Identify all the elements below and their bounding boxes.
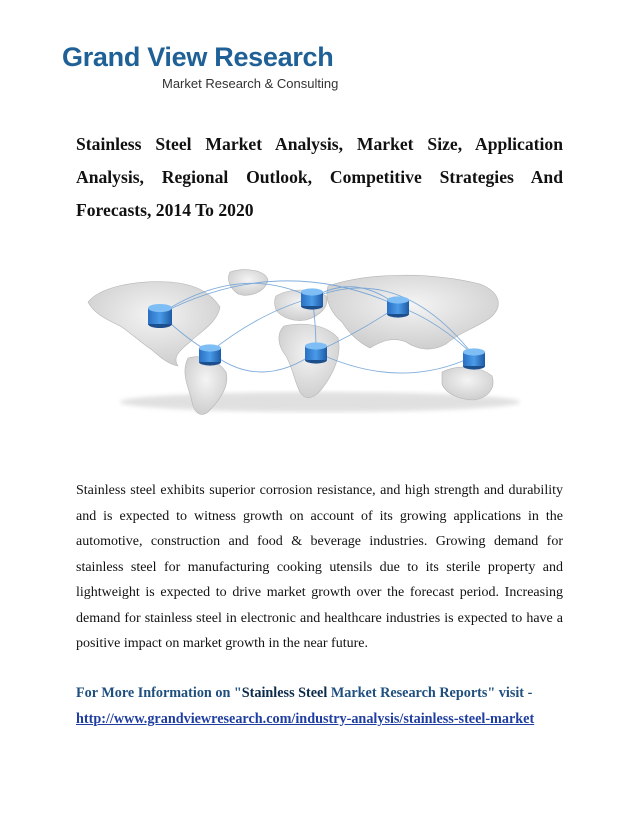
database-node-north-america bbox=[148, 304, 172, 328]
brand-tagline: Market Research & Consulting bbox=[162, 76, 339, 91]
brand-name: Grand View Research bbox=[62, 42, 334, 72]
world-map-network-image bbox=[80, 262, 552, 420]
more-info-paragraph bbox=[76, 680, 563, 732]
database-node-europe bbox=[301, 288, 323, 309]
body-paragraph: Stainless steel exhibits superior corrosion resistance, and high strength and durability and is expected to witness growth on account of its growing applications in the automotive, construction and food & beverage industries. Growing demand for stainless steel for manufacturing cooking utensils due to its sterile property and lightweight is expected to drive market growth over the forecast period. Increasing demand for stainless steel in electronic and healthcare industries is expected to have a positive impact on market growth in the near future. bbox=[76, 483, 563, 651]
report-link[interactable]: http://www.grandviewresearch.com/industry-analysis/stainless-steel-market bbox=[76, 711, 535, 727]
report-name: Stainless Steel bbox=[241, 685, 328, 701]
document-title: Stainless Steel Market Analysis, Market Size, Application Analysis, Regional Outlook, Competitive Strategies And Forecasts, 2014 To 2020 bbox=[76, 134, 563, 220]
database-node-africa bbox=[305, 342, 327, 363]
database-node-australia bbox=[463, 348, 485, 369]
database-node-south-america bbox=[199, 344, 221, 365]
more-info-suffix: Market Research Reports" visit - bbox=[327, 685, 533, 701]
brand-logo bbox=[62, 42, 362, 94]
database-node-asia bbox=[387, 296, 409, 317]
more-info-prefix: For More Information on " bbox=[76, 685, 242, 701]
